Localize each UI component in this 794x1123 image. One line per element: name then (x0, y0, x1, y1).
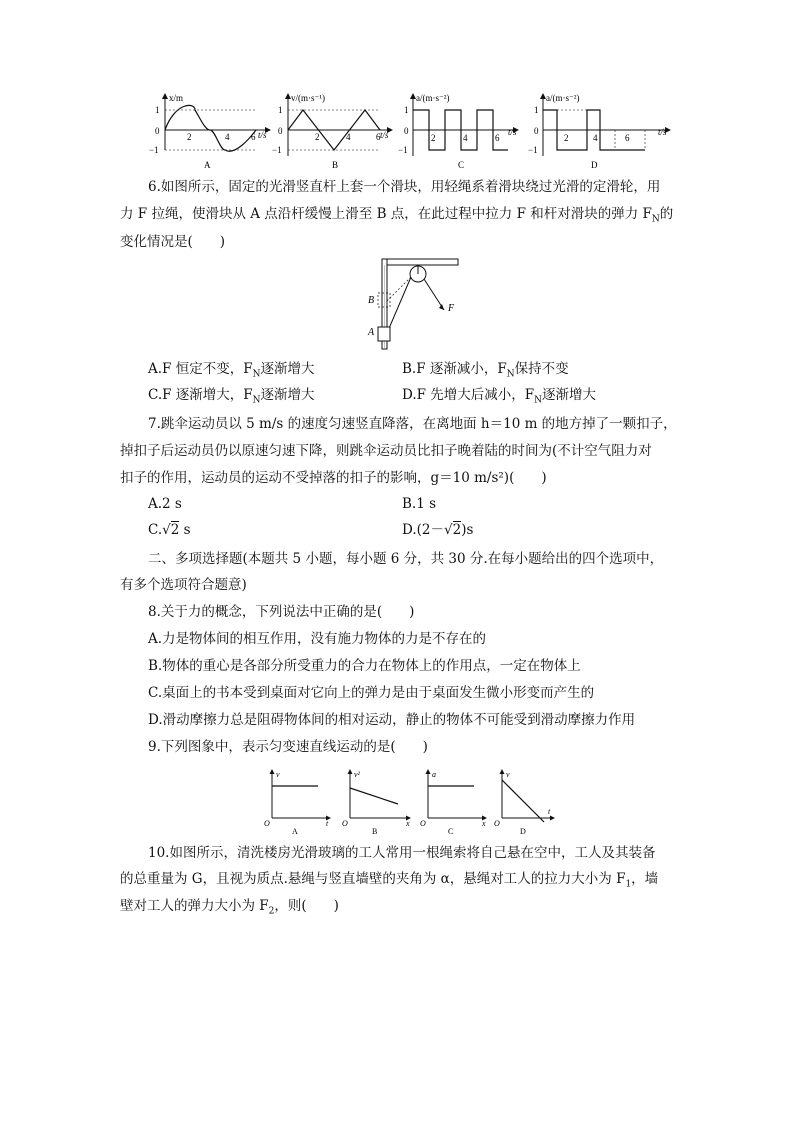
q6-stem-line2-sub: N (651, 214, 660, 225)
graph-c (398, 93, 518, 170)
q6-option-d (402, 385, 596, 411)
q6-option-d-sub: N (534, 395, 543, 406)
graph-c-ytick-m1: −1 (398, 145, 408, 155)
graph-c-xtick-2: 2 (431, 133, 436, 143)
graph-d-xaxis: t/s (658, 127, 667, 137)
q8-option-a: A.力是物体间的相互作用，没有施力物体的力是不存在的 (148, 631, 487, 647)
q6-pulley-figure (360, 255, 470, 355)
q9-graph-c-yaxis: a (432, 770, 436, 779)
q9-graph-a-origin: O (264, 819, 270, 828)
q6-option-a-text: A.F 恒定不变，F (148, 361, 253, 377)
q9-graph-b-origin: O (342, 819, 348, 828)
q10-stem-line2 (120, 869, 658, 895)
q6-stem-line1: 6.如图所示，固定的光滑竖直杆上套一个滑块，用轻绳系着滑块绕过光滑的定滑轮，用 (148, 179, 661, 195)
graph-b-yaxis: v/(m·s⁻¹) (291, 93, 325, 103)
q6-stem-line2-text: 力 F 拉绳，使滑块从 A 点沿杆缓慢上滑至 B 点，在此过程中拉力 F 和杆对滑块的弹力 F (120, 206, 652, 222)
q10-stem-line3-text: 壁对工人的弹力大小为 F (120, 898, 269, 914)
q10-stem-line3-sub: 2 (268, 906, 275, 917)
graph-d-ytick-m1: −1 (528, 145, 538, 155)
q10-stem-line2-end: ，墙 (631, 871, 659, 887)
q9-graph-c-label: C (448, 827, 454, 836)
graph-b-ytick-m1: −1 (272, 145, 282, 155)
q6-option-c-sub: N (252, 395, 261, 406)
q6-option-c-text: C.F 逐渐增大，F (148, 387, 253, 403)
q9-stem: 9.下列图象中，表示匀变速直线运动的是( ) (148, 739, 428, 755)
q9-graph-d-yaxis: v (506, 770, 510, 779)
q8-stem: 8.关于力的概念，下列说法中正确的是( ) (148, 604, 415, 620)
graph-b-xtick-2: 2 (315, 132, 320, 142)
q9-graph-c-origin: O (420, 819, 426, 828)
q6-option-b (402, 359, 569, 385)
q10-stem-line2-text: 的总重量为 G，且视为质点.悬绳与竖直墙壁的夹角为 α，悬绳对工人的拉力大小为 F (120, 871, 626, 887)
graph-b-xtick-4: 4 (346, 132, 351, 142)
graph-c-ytick-1: 1 (404, 105, 409, 115)
q6-option-c (148, 385, 315, 411)
q9-graph-b-xaxis: x (406, 819, 410, 828)
sqrt-symbol: √ (444, 522, 453, 538)
q7-option-c (148, 520, 191, 540)
q10-stem-line1: 10.如图所示，清洗楼房光滑玻璃的工人常用一根绳索将自己悬在空中，工人及其装备 (148, 845, 656, 861)
q8-option-b: B.物体的重心是各部分所受重力的合力在物体上的作用点，一定在物体上 (148, 658, 581, 674)
q9-graph-a-yaxis: v (276, 770, 280, 779)
graph-a-xtick-2: 2 (187, 132, 192, 142)
q9-graph-c (420, 770, 486, 836)
q6-option-b-end: 保持不变 (514, 361, 569, 377)
graph-d-xtick-2: 2 (564, 133, 569, 143)
section2-line1: 二、多项选择题(本题共 5 小题，每小题 6 分，共 30 分.在每小题给出的四个选项中， (148, 551, 664, 567)
sqrt-symbol: √ (162, 522, 171, 538)
q9-graph-a-xaxis: t (326, 819, 329, 828)
graph-d-ytick-0: 0 (534, 126, 539, 136)
q6-option-a (148, 359, 314, 385)
graph-b-ytick-1: 1 (278, 105, 283, 115)
graph-c-xtick-6: 6 (495, 133, 500, 143)
graph-d-xtick-6: 6 (625, 133, 630, 143)
q9-graph-b-label: B (372, 827, 378, 836)
q9-graph-b-yaxis: v² (354, 770, 360, 779)
q10-stem-line3 (120, 896, 339, 922)
q7-stem-line3: 扣子的作用，运动员的运动不受掉落的扣子的影响，g＝10 m/s²)( ) (120, 470, 547, 486)
q6-label-f: F (448, 303, 455, 314)
q6-stem-line3: 变化情况是( ) (120, 234, 226, 250)
q6-option-d-end: 逐渐增大 (542, 387, 597, 403)
q7-option-d-radicand: 2 (452, 522, 462, 538)
q9-graphs-row (258, 766, 558, 838)
q10-stem-line3-end: ，则( ) (274, 898, 339, 914)
graph-c-label: C (458, 160, 465, 170)
q6-label-b: B (368, 295, 375, 306)
q6-stem-line2 (120, 204, 673, 230)
graph-a-ytick-m1: −1 (149, 145, 159, 155)
graph-c-xaxis: t/s (508, 127, 517, 137)
q7-option-c-pre: C. (148, 522, 163, 538)
graph-b-ytick-0: 0 (278, 126, 283, 136)
q8-option-c: C.桌面上的书本受到桌面对它向上的弹力是由于桌面发生微小形变而产生的 (148, 685, 595, 701)
q8-option-d: D.滑动摩擦力总是阻碍物体间的相对运动，静止的物体不可能受到滑动摩擦力作用 (148, 712, 636, 728)
section2-line2: 有多个选项符合题意) (120, 577, 247, 593)
q10-stem-line2-sub: 1 (625, 879, 632, 890)
graph-b (272, 93, 392, 170)
q9-graph-a (264, 770, 330, 836)
q6-option-c-end: 逐渐增大 (260, 387, 315, 403)
q9-graph-b (342, 770, 410, 836)
graph-c-yaxis: a/(m·s⁻²) (416, 93, 450, 103)
q9-graph-d (494, 770, 554, 836)
graph-a-xaxis: t/s (258, 130, 267, 140)
q7-option-a: A.2 s (148, 496, 182, 512)
graph-a-label: A (204, 160, 211, 170)
graph-c-xtick-4: 4 (463, 133, 468, 143)
q6-option-a-sub: N (252, 369, 261, 380)
q7-option-d (402, 520, 473, 540)
q7-option-c-end: s (179, 522, 191, 538)
graph-a-ytick-0: 0 (155, 126, 160, 136)
graph-d (528, 93, 670, 170)
graph-b-xaxis: t/s (380, 130, 389, 140)
q9-graph-a-label: A (292, 827, 298, 836)
graph-a-yaxis: x/m (169, 93, 184, 103)
q7-stem-line1: 7.跳伞运动员以 5 m/s 的速度匀速竖直降落，在离地面 h＝10 m 的地方掉了一颗扣子， (148, 416, 677, 432)
graph-b-xtick-6: 6 (376, 132, 381, 142)
q6-option-b-text: B.F 逐渐减小，F (402, 361, 507, 377)
q6-stem-line2-end: 的 (659, 206, 674, 222)
q6-option-b-sub: N (506, 369, 515, 380)
graph-c-ytick-0: 0 (404, 126, 409, 136)
graph-b-label: B (332, 160, 339, 170)
q9-graph-c-xaxis: x (482, 819, 486, 828)
q6-option-d-text: D.F 先增大后减小，F (402, 387, 535, 403)
top-graphs-row (140, 90, 680, 172)
q6-option-a-end: 逐渐增大 (260, 361, 315, 377)
q7-option-b: B.1 s (402, 496, 437, 512)
q6-label-a: A (368, 327, 375, 338)
graph-d-xtick-4: 4 (593, 133, 598, 143)
graph-a-xtick-6: 6 (251, 132, 256, 142)
q9-graph-d-xaxis: t (548, 807, 551, 816)
graph-d-yaxis: a/(m·s⁻²) (546, 93, 580, 103)
graph-d-label: D (591, 160, 598, 170)
q7-option-c-radicand: 2 (170, 522, 180, 538)
q7-stem-line2: 掉扣子后运动员仍以原速匀速下降，则跳伞运动员比扣子晚着陆的时间为(不计空气阻力对 (120, 443, 652, 459)
graph-a-ytick-1: 1 (155, 105, 160, 115)
q9-graph-d-origin: O (494, 819, 500, 828)
graph-d-ytick-1: 1 (534, 105, 539, 115)
q7-option-d-pre: D.(2－ (402, 522, 444, 538)
graph-a (149, 93, 270, 170)
q7-option-d-end: )s (461, 522, 474, 538)
q9-graph-d-label: D (520, 827, 526, 836)
graph-a-xtick-4: 4 (225, 132, 230, 142)
